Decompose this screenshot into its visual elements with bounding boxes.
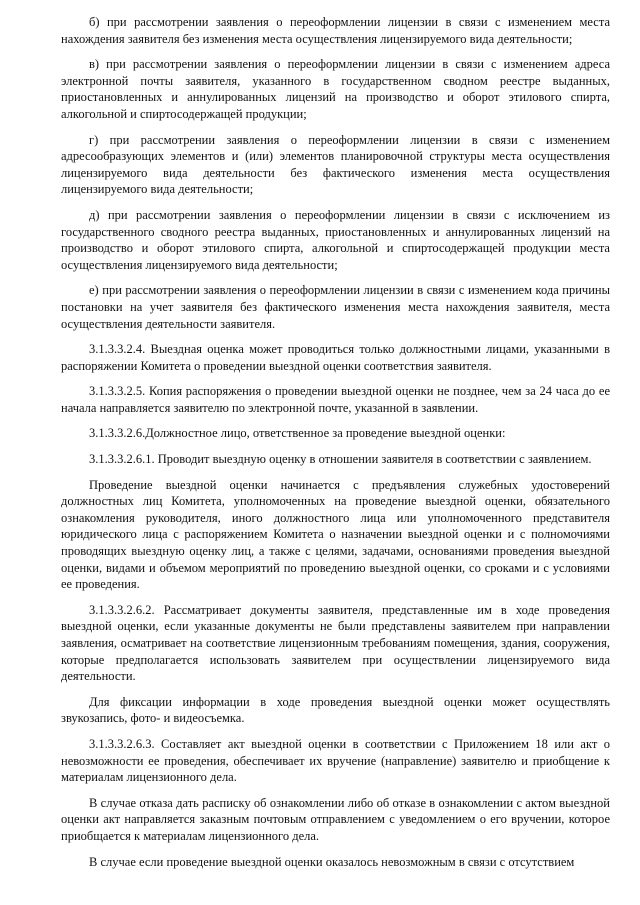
paragraph-clause-3-1-3-3-2-4: 3.1.3.3.2.4. Выездная оценка может проводиться только должностными лицами, указанными в распоряжении Комитета о проведении выездной оценки соответствия заявителя.	[61, 342, 610, 373]
paragraph-impossible: В случае если проведение выездной оценки оказалось невозможным в связи с отсутствием	[89, 854, 575, 869]
paragraph-assessment-start: Проведение выездной оценки начинается с предъявления служебных удостоверений должностных лиц Комитета, уполномоченных на проведение выездной оценки, обязательного ознакомления руководителя, иного должностного лица или уполномоченного представителя юридического лица с распоряжением Комитета о назначении выездной оценки и с полномочиями проводящих выездную оценку лиц, а также с целями, задачами, основаниями проведения выездной оценки, видами и объемом мероприятий по проведению выездной оценки, со сроками и с условиями ее проведения.	[61, 477, 610, 592]
document-page	[61, 14, 610, 879]
paragraph-clause-3-1-3-3-2-6-1: 3.1.3.3.2.6.1. Проводит выездную оценку в отношении заявителя в соответствии с заявлением.	[89, 452, 592, 467]
paragraph-item-g: г) при рассмотрении заявления о переоформлении лицензии в связи с изменением адресообразующих элементов и (или) элементов планировочной структуры места осуществления лицензируемого вида деятельности без фактического изменения места осуществления лицензируемого вида деятельности;	[61, 132, 610, 197]
paragraph-clause-3-1-3-3-2-6: 3.1.3.3.2.6.Должностное лицо, ответственное за проведение выездной оценки:	[89, 426, 506, 441]
paragraph-item-e: е) при рассмотрении заявления о переоформлении лицензии в связи с изменением кода причины постановки на учет заявителя без фактического изменения места нахождения заявителя, места осуществления деятельности заявителя.	[61, 283, 610, 331]
paragraph-clause-3-1-3-3-2-6-3: 3.1.3.3.2.6.3. Составляет акт выездной оценки в соответствии с Приложением 18 или акт о невозможности ее проведения, обеспечивает их вручение (направление) заявителю и приобщение к материалам лицензионного дела.	[61, 736, 610, 785]
paragraph-refusal: В случае отказа дать расписку об ознакомлении либо об отказе в ознакомлении с актом выездной оценки акт направляется заказным почтовым отправлением с уведомлением о его вручении, которое приобщается к материалам лицензионного дела.	[61, 795, 610, 843]
paragraph-recording: Для фиксации информации в ходе проведения выездной оценки может осуществлять звукозапись, фото- и видеосъемка.	[61, 694, 610, 726]
paragraph-item-v: в) при рассмотрении заявления о переоформлении лицензии в связи с изменением адреса электронной почты заявителя, указанного в государственном сводном реестре выданных, приостановленных и аннулированных лицензий на производство и оборот этилового спирта, алкогольной и спиртосодержащей продукции;	[61, 57, 610, 121]
paragraph-item-b: б) при рассмотрении заявления о переоформлении лицензии в связи с изменением места нахождения заявителя без изменения места осуществления лицензируемого вида деятельности;	[61, 15, 610, 46]
paragraph-item-d: д) при рассмотрении заявления о переоформлении лицензии в связи с исключением из государственного сводного реестра выданных, приостановленных и аннулированных лицензий на производство и оборот этилового спирта, алкогольной и спиртосодержащей продукции места осуществления лицензируемого вида деятельности;	[61, 207, 610, 272]
paragraph-clause-3-1-3-3-2-6-2: 3.1.3.3.2.6.2. Рассматривает документы заявителя, представленные им в ходе проведения выездной оценки, если указанные документы не были представлены заявителем при направлении заявления, осматривает на соответствие лицензионным требованиям помещения, здания, сооружения, которые предполагается использовать заявителем при осуществлении лицензируемого вида деятельности.	[61, 602, 610, 684]
paragraph-clause-3-1-3-3-2-5: 3.1.3.3.2.5. Копия распоряжения о проведении выездной оценки не позднее, чем за 24 часа до ее начала направляется заявителю по электронной почте, указанной в заявлении.	[61, 384, 610, 415]
